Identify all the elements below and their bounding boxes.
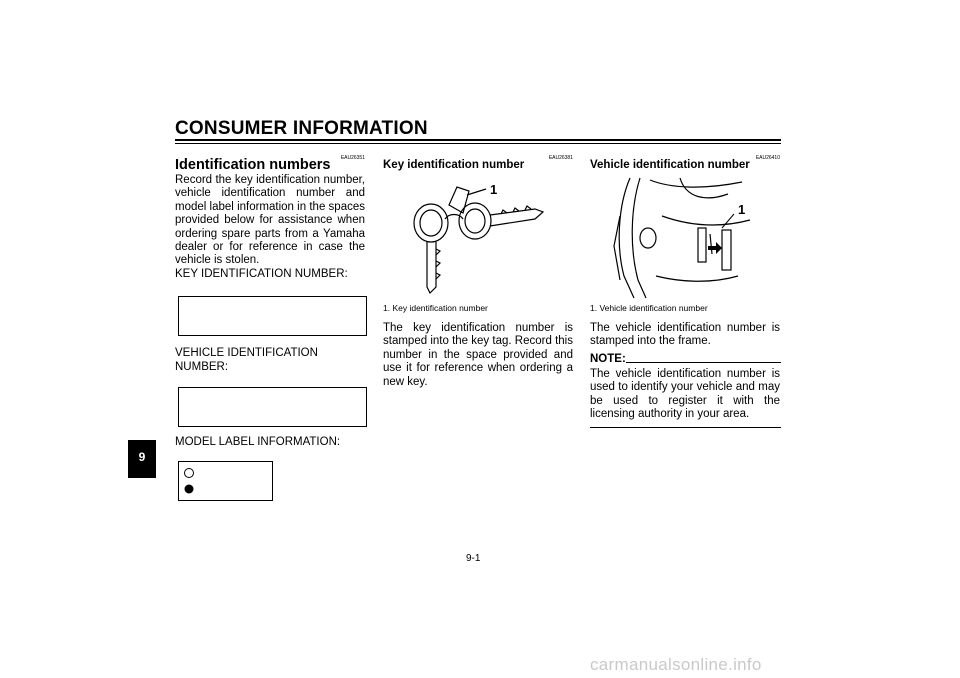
model-label-info-label: MODEL LABEL INFORMATION: xyxy=(175,436,341,448)
figure-caption: 1. Vehicle identification number xyxy=(590,303,708,313)
section-heading: Vehicle identification number xyxy=(590,159,750,171)
key-illustration xyxy=(383,175,577,300)
section-heading: Key identification number xyxy=(383,159,525,171)
vin-plate xyxy=(698,228,706,262)
filled-circle-icon xyxy=(185,485,194,494)
header-rule-thin xyxy=(175,143,781,144)
chapter-tab: 9 xyxy=(128,440,156,478)
note-label: NOTE: xyxy=(590,353,626,365)
frame-illustration xyxy=(610,176,780,300)
body-paragraph: The key identification number is stamped into the key tag. Record this number in the space provided and use it for reference when ordering a new key. xyxy=(383,322,573,388)
page-title: CONSUMER INFORMATION xyxy=(175,118,428,139)
key-id-field[interactable] xyxy=(178,296,367,336)
model-label-field[interactable] xyxy=(178,461,273,501)
vehicle-id-label-line1: VEHICLE IDENTIFICATION xyxy=(175,347,318,359)
page-number: 9-1 xyxy=(466,553,481,564)
figure-caption: 1. Key identification number xyxy=(383,303,488,313)
arrow-icon xyxy=(708,242,722,254)
key-head-right xyxy=(459,203,491,239)
key-tag xyxy=(449,187,469,213)
key-id-label: KEY IDENTIFICATION NUMBER: xyxy=(175,268,348,280)
header-rule xyxy=(175,139,781,141)
section-code: EAU26351 xyxy=(340,155,365,161)
watermark: carmanualsonline.info xyxy=(590,655,762,674)
callout-number: 1 xyxy=(490,182,498,197)
body-paragraph: The vehicle identification number is stamped into the frame. xyxy=(590,322,780,348)
model-label-symbols xyxy=(179,462,272,500)
vehicle-id-label-line2: NUMBER: xyxy=(175,361,229,373)
note-rule xyxy=(626,362,781,363)
section-code: EAU26410 xyxy=(755,155,780,161)
section-heading: Identification numbers xyxy=(175,157,331,173)
callout-number: 1 xyxy=(738,202,746,217)
section-code: EAU26381 xyxy=(548,155,573,161)
open-circle-icon xyxy=(185,469,194,478)
note-end-rule xyxy=(590,427,781,428)
note-paragraph: The vehicle identification number is used to identify your vehicle and may be used to register it with the licensing authority in your area. xyxy=(590,368,780,421)
intro-paragraph: Record the key identification number, vehicle identification number and model label information in the spaces provided below for assistance when ordering spare parts from a Yamaha dealer or for reference in case the vehicle is stolen. xyxy=(175,174,365,267)
vehicle-id-field[interactable] xyxy=(178,387,367,427)
